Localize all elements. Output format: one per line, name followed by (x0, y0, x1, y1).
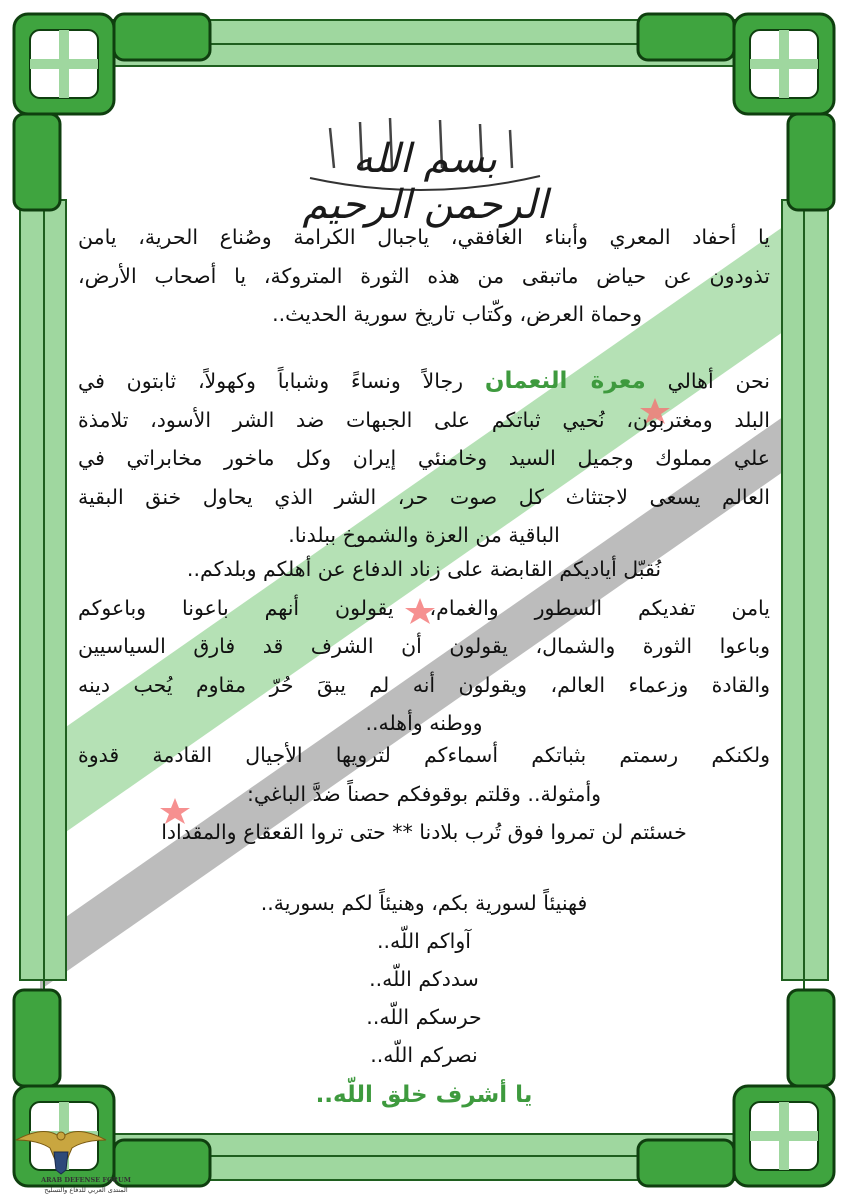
text-line: العالم يسعى لاجتثاث كل صوت حر، الشر الذي يحاول خنق البقية (78, 484, 770, 509)
city-name-highlight: معرة النعمان (484, 368, 646, 394)
text-fragment: نحن أهالي (645, 369, 770, 393)
eagle-emblem-icon (6, 1118, 116, 1178)
text-fragment: رجالاً ونساءً وشباباً وكهولاً، ثابتون في (78, 369, 485, 393)
text-line: والقادة وزعماء العالم، ويقولون أنه لم يبقَ حُرّ مقاوم يُحب دينه (78, 672, 770, 697)
text-line: يا أحفاد المعري وأبناء الغافقي، ياجبال الكرامة وصُناع الحرية، يامن (78, 225, 770, 249)
watermark-text-ar: المنتدى العربي للدفاع والتسليح (44, 1186, 128, 1194)
paragraph-4 (78, 736, 770, 852)
verse-line: خسئتم لن تمروا فوق تُرب بلادنا ** حتى تروا القعقاع والمقدادا (161, 820, 687, 844)
closing-line: نصركم اللّه.. (370, 1043, 478, 1067)
text-line: ولكنكم رسمتم بثباتكم أسماءكم لترويها الأجيال القادمة قدوة (78, 743, 770, 767)
closing-line: حرسكم اللّه.. (366, 1005, 482, 1029)
closing-line: سددكم اللّه.. (369, 967, 479, 991)
forum-watermark-logo (6, 1118, 131, 1198)
text-line: الباقية من العزة والشموخ ببلدنا. (288, 523, 560, 547)
corner-knot-top-right (638, 14, 834, 210)
text-line: وباعوا الثورة والشمال، يقولون أن الشرف قد فارق السياسيين (78, 634, 770, 658)
bismillah-calligraphy (300, 108, 550, 228)
text-line: نُقبّل أياديكم القابضة على زناد الدفاع عن أهلكم وبلدكم.. (186, 557, 662, 581)
bismillah-text: بسم الله الرحمن الرحيم (302, 136, 548, 228)
paragraph-1 (78, 218, 770, 334)
text-line: يامن تفديكم السطور والغمام، يقولون أنهم باعونا وباعوكم (78, 595, 770, 620)
text-line: ووطنه وأهله.. (365, 711, 483, 735)
corner-knot-top-left (14, 14, 210, 210)
text-line: علي مملوك وجميل السيد وخامنئي إيران وكل ماخور مخابراتي في (78, 446, 770, 470)
watermark-text-en: ARAB DEFENSE FORUM (41, 1176, 131, 1184)
closing-section (78, 884, 770, 1116)
closing-line: آواكم اللّه.. (377, 929, 471, 953)
text-line: تذودون عن حياض ماتبقى من هذه الثورة المتروكة، يا أصحاب الأرض، (78, 263, 770, 288)
paragraph-2 (78, 362, 770, 555)
closing-line: فهنيئاً لسورية بكم، وهنيئاً لكم بسورية.. (260, 891, 588, 915)
text-line: وحماة العرض، وكّتاب تاريخ سورية الحديث.. (272, 302, 642, 326)
text-line: وأمثولة.. وقلتم بوقوفكم حصناً ضدَّ الباغي: (246, 781, 602, 806)
text-line: البلد ومغتربون، نُحيي ثباتكم على الجبهات ضد الشر الأسود، تلامذة (78, 407, 770, 432)
closing-final-line: يا أشرف خلق اللّه.. (315, 1082, 533, 1108)
text-line (78, 362, 770, 401)
paragraph-3 (78, 550, 770, 743)
